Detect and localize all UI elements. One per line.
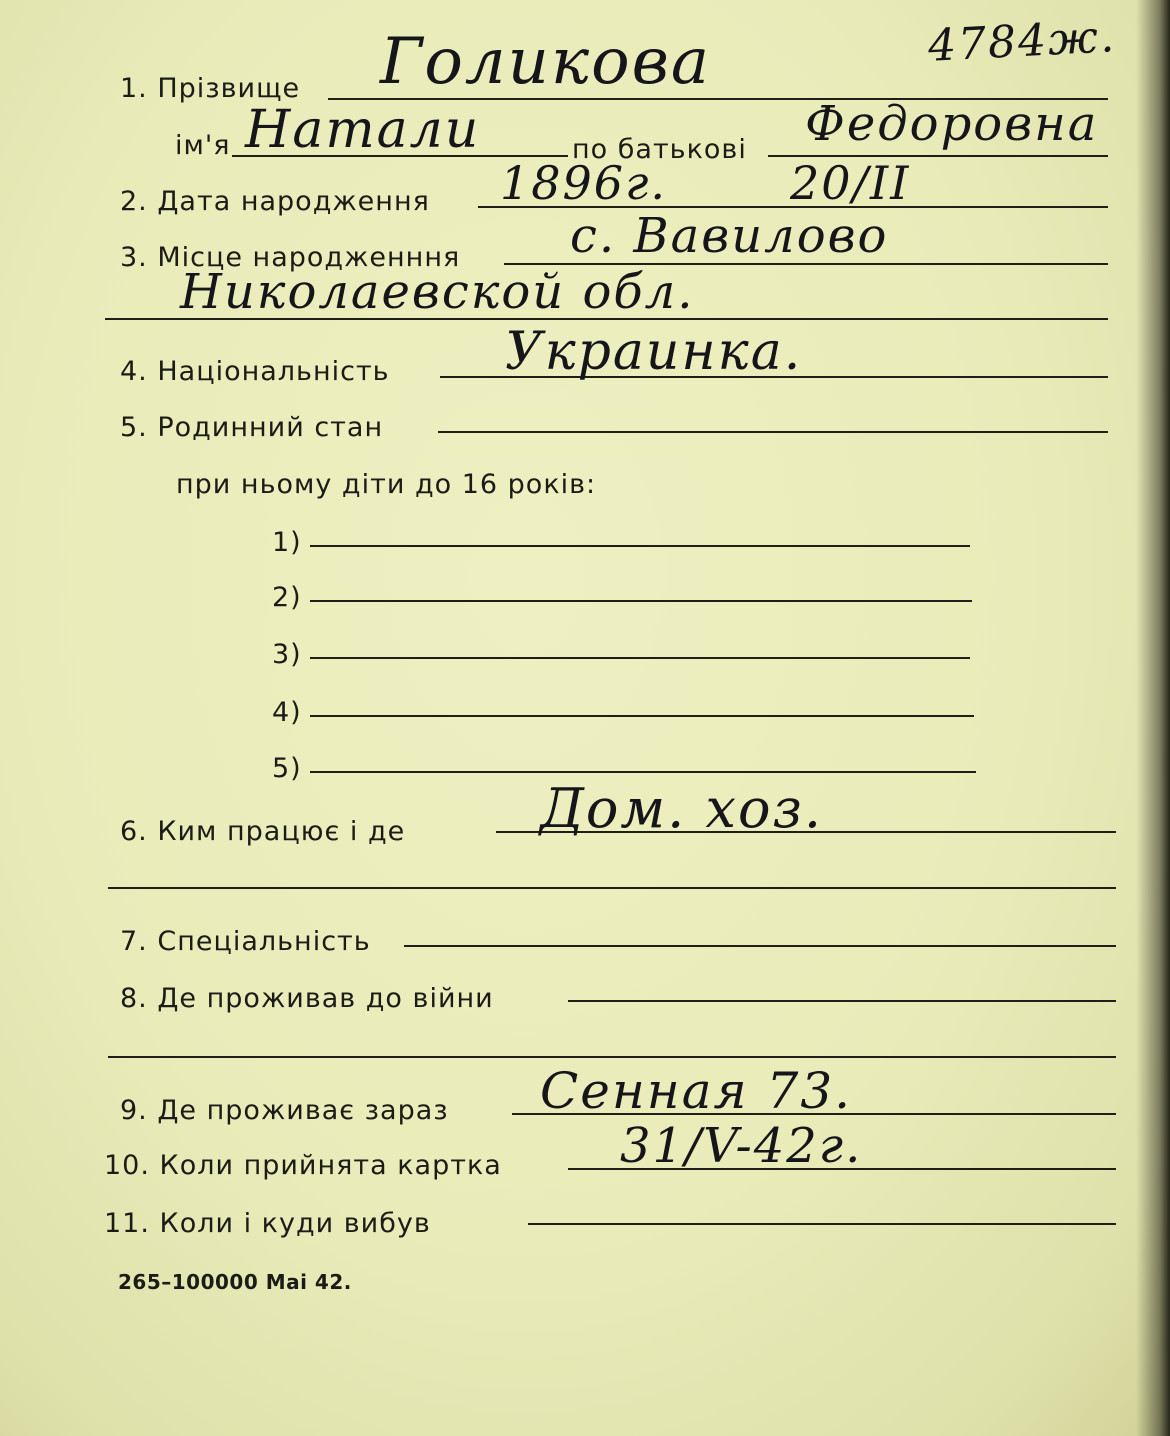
child-2-line xyxy=(310,600,972,602)
prewar-line xyxy=(568,1000,1116,1002)
patronymic-label: по батькові xyxy=(572,134,747,165)
specialty-label: 7. Спеціальність xyxy=(120,926,371,957)
child-2-label: 2) xyxy=(272,582,302,613)
card-date-value: 31/V-42г. xyxy=(620,1118,863,1174)
child-3-label: 3) xyxy=(272,639,302,670)
card-date-label: 10. Коли прийнята картка xyxy=(104,1150,502,1181)
nationality-label: 4. Національність xyxy=(120,356,390,387)
child-1-line xyxy=(310,545,970,547)
child-3-line xyxy=(310,657,970,659)
archive-number: 4784ж. xyxy=(926,11,1118,72)
birth-place-value-2: Николаевской обл. xyxy=(180,264,695,320)
child-4-label: 4) xyxy=(272,697,302,728)
left-label: 11. Коли і куди вибув xyxy=(104,1208,431,1239)
work-line-2 xyxy=(108,887,1116,889)
child-5-label: 5) xyxy=(272,753,302,784)
birth-place-label: 3. Місце народженння xyxy=(120,242,461,273)
surname-label: 1. Прізвище xyxy=(120,73,301,104)
left-line xyxy=(528,1223,1116,1225)
family-line xyxy=(438,431,1108,433)
prewar-label: 8. Де проживав до війни xyxy=(120,983,494,1014)
nationality-value: Украинка. xyxy=(505,322,803,382)
birth-date-value-2: 20/II xyxy=(790,156,911,210)
current-value: Сенная 73. xyxy=(540,1062,853,1120)
print-run-footer: 265–100000 Mai 42. xyxy=(118,1270,352,1294)
page-edge-shadow xyxy=(1136,0,1170,1436)
name-label: ім'я xyxy=(175,130,231,161)
birth-place-value: с. Вавилово xyxy=(570,208,889,264)
patronymic-value: Федоровна xyxy=(805,96,1099,152)
children-label: при ньому діти до 16 років: xyxy=(176,469,597,500)
child-5-line xyxy=(310,771,976,773)
current-label: 9. Де проживає зараз xyxy=(120,1095,449,1126)
prewar-line-2 xyxy=(108,1056,1116,1058)
birth-date-value: 1896г. xyxy=(500,156,667,210)
birth-date-label: 2. Дата народження xyxy=(120,186,430,217)
specialty-line xyxy=(404,945,1116,947)
child-1-label: 1) xyxy=(272,527,302,558)
name-value: Натали xyxy=(245,100,481,160)
work-label: 6. Ким працює і де xyxy=(120,816,406,847)
family-label: 5. Родинний стан xyxy=(120,412,384,443)
surname-value: Голикова xyxy=(380,25,712,99)
work-value: Дом. хоз. xyxy=(540,777,824,840)
child-4-line xyxy=(310,715,974,717)
